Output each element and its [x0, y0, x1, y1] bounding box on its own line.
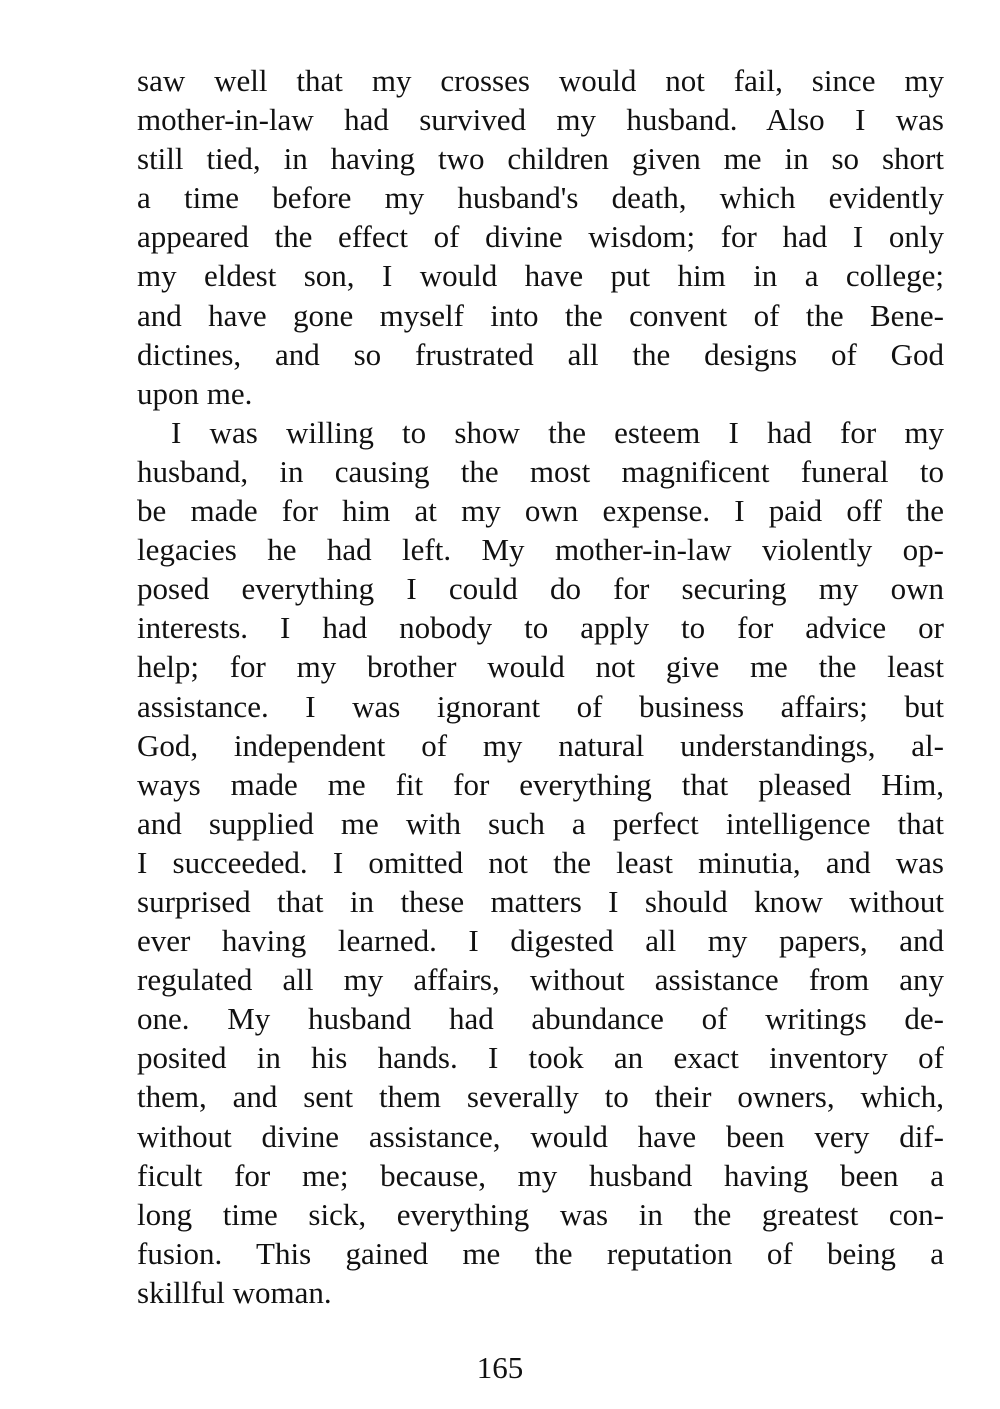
text-line: upon me.	[137, 375, 253, 411]
text-line: fusion. This gained me the reputation of being a	[137, 1235, 944, 1271]
text-line: dictines, and so frustrated all the designs of God	[137, 336, 944, 372]
text-line: without divine assistance, would have been very dif-	[137, 1118, 944, 1154]
text-line: surprised that in these matters I should know without	[137, 883, 944, 919]
text-line: still tied, in having two children given me in so short	[137, 141, 944, 177]
text-line: my eldest son, I would have put him in a college;	[137, 258, 944, 294]
text-line: I was willing to show the esteem I had for my	[171, 414, 944, 450]
text-line: I succeeded. I omitted not the least minutia, and was	[137, 844, 944, 880]
text-line: a time before my husband's death, which evidently	[137, 180, 944, 216]
text-line: legacies he had left. My mother-in-law violently op-	[137, 532, 944, 568]
text-line: regulated all my affairs, without assistance from any	[137, 962, 944, 998]
text-line: ways made me fit for everything that pleased Him,	[137, 766, 944, 802]
text-line: posited in his hands. I took an exact inventory of	[137, 1040, 944, 1076]
text-line: ficult for me; because, my husband having been a	[137, 1157, 944, 1193]
text-line: appeared the effect of divine wisdom; for had I only	[137, 219, 944, 255]
text-line: God, independent of my natural understandings, al-	[137, 727, 944, 763]
text-line: husband, in causing the most magnificent funeral to	[137, 453, 944, 489]
page-number: 165	[476, 1350, 524, 1385]
text-line: them, and sent them severally to their owners, which,	[137, 1079, 944, 1115]
text-line: and supplied me with such a perfect intelligence that	[137, 805, 944, 841]
text-line: skillful woman.	[137, 1274, 332, 1310]
body-text	[137, 61, 944, 1312]
text-line: be made for him at my own expense. I paid off the	[137, 493, 944, 529]
text-line: posed everything I could do for securing my own	[137, 571, 944, 607]
text-line: and have gone myself into the convent of the Bene-	[137, 297, 944, 333]
text-line: saw well that my crosses would not fail, since my	[137, 63, 944, 98]
text-line: long time sick, everything was in the greatest con-	[137, 1196, 944, 1232]
text-line: ever having learned. I digested all my papers, and	[137, 923, 944, 959]
text-line: help; for my brother would not give me the least	[137, 649, 944, 685]
text-line: one. My husband had abundance of writings de-	[137, 1001, 944, 1037]
text-line: interests. I had nobody to apply to for advice or	[137, 610, 944, 646]
text-line: assistance. I was ignorant of business affairs; but	[137, 688, 944, 724]
text-line: mother-in-law had survived my husband. Also I was	[137, 102, 944, 138]
